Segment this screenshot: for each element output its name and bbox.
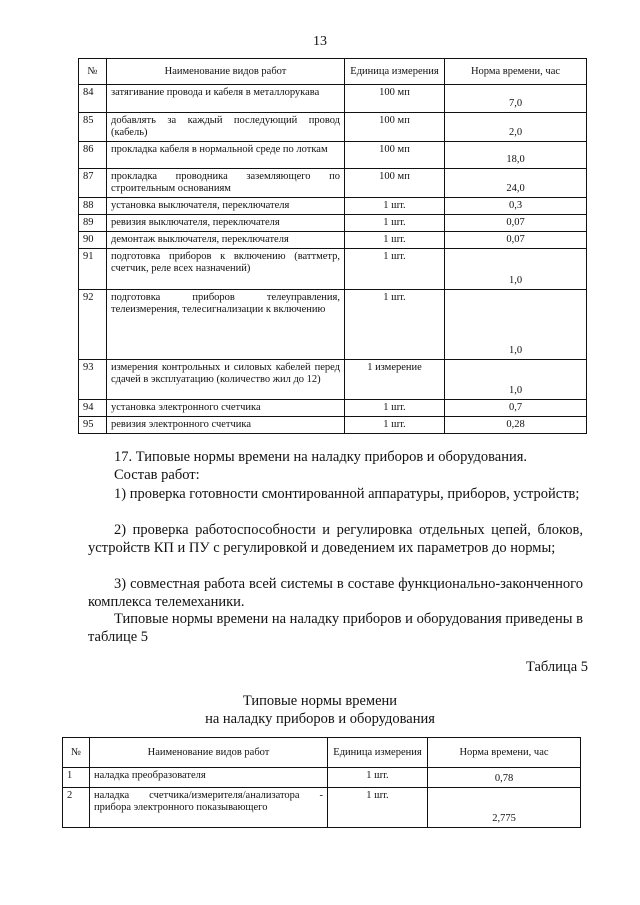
row-unit: 1 шт.: [345, 400, 445, 417]
table-header-row: [63, 738, 581, 768]
row-work-name: прокладка кабеля в нормальной среде по лоткам: [107, 142, 345, 169]
header-unit: Единица измерения: [345, 59, 445, 85]
row-unit: 1 шт.: [345, 232, 445, 249]
row-unit: 1 шт.: [345, 249, 445, 290]
table-row: [79, 360, 587, 400]
row-number: 85: [79, 113, 107, 142]
section-intro: Состав работ:: [114, 467, 200, 483]
work-item-3: 3) совместная работа всей системы в составе функционально-законченного комплекса телемеханики.: [88, 576, 583, 610]
row-number: 2: [63, 788, 90, 828]
table-title-line-1: Типовые нормы времени: [242, 693, 398, 709]
norms-table-top: [78, 58, 587, 434]
row-norm: 0,3: [445, 198, 587, 215]
table-row: [79, 142, 587, 169]
row-work-name: затягивание провода и кабеля в металлорукава: [107, 85, 345, 113]
row-work-name: добавлять за каждый последующий провод (кабель): [107, 113, 345, 142]
table-row: [79, 232, 587, 249]
row-work-name: наладка преобразователя: [90, 768, 328, 788]
row-number: 94: [79, 400, 107, 417]
row-unit: 1 измерение: [345, 360, 445, 400]
header-unit: Единица измерения: [328, 738, 428, 768]
table-row: [79, 215, 587, 232]
table-caption: Таблица 5: [525, 659, 588, 675]
header-num: №: [63, 738, 90, 768]
table-row: [79, 249, 587, 290]
row-norm: 2,0: [445, 113, 587, 142]
row-work-name: демонтаж выключателя, переключателя: [107, 232, 345, 249]
row-unit: 100 мп: [345, 113, 445, 142]
work-item-2: 2) проверка работоспособности и регулировка отдельных цепей, блоков, устройств КП и ПУ с регулировкой и доведением их параметров до нормы;: [88, 522, 583, 556]
table-row: [79, 198, 587, 215]
row-work-name: подготовка приборов к включению (ваттметр, счетчик, реле всех назначений): [107, 249, 345, 290]
table-row: [79, 85, 587, 113]
table-row: [79, 169, 587, 198]
table-row: [63, 768, 581, 788]
row-number: 1: [63, 768, 90, 788]
row-number: 90: [79, 232, 107, 249]
row-unit: 1 шт.: [328, 788, 428, 828]
header-norm: Норма времени, час: [428, 738, 581, 768]
row-number: 89: [79, 215, 107, 232]
row-work-name: измерения контрольных и силовых кабелей перед сдачей в эксплуатацию (количество жил до 12): [107, 360, 345, 400]
table-row: [79, 417, 587, 434]
row-unit: 100 мп: [345, 142, 445, 169]
row-number: 93: [79, 360, 107, 400]
row-work-name: прокладка проводника заземляющего по строительным основаниям: [107, 169, 345, 198]
row-work-name: ревизия выключателя, переключателя: [107, 215, 345, 232]
row-unit: 1 шт.: [345, 215, 445, 232]
row-norm: 0,07: [445, 215, 587, 232]
row-norm: 2,775: [428, 788, 581, 828]
table-title-line-2: на наладку приборов и оборудования: [205, 711, 435, 727]
section-heading: 17. Типовые нормы времени на наладку приборов и оборудования.: [114, 449, 528, 465]
row-norm: 1,0: [445, 249, 587, 290]
row-norm: 18,0: [445, 142, 587, 169]
header-name: Наименование видов работ: [107, 59, 345, 85]
row-unit: 100 мп: [345, 169, 445, 198]
row-number: 91: [79, 249, 107, 290]
header-norm: Норма времени, час: [445, 59, 587, 85]
row-work-name: установка электронного счетчика: [107, 400, 345, 417]
row-work-name: ревизия электронного счетчика: [107, 417, 345, 434]
row-norm: 1,0: [445, 290, 587, 360]
table-row: [79, 400, 587, 417]
row-norm: 1,0: [445, 360, 587, 400]
row-work-name: установка выключателя, переключателя: [107, 198, 345, 215]
table-row: [79, 113, 587, 142]
row-unit: 100 мп: [345, 85, 445, 113]
row-unit: 1 шт.: [328, 768, 428, 788]
row-norm: 0,07: [445, 232, 587, 249]
header-num: №: [79, 59, 107, 85]
row-work-name: подготовка приборов телеуправления, телеизмерения, телесигнализации к включению: [107, 290, 345, 360]
norms-table-bottom: [62, 737, 581, 828]
row-norm: 24,0: [445, 169, 587, 198]
work-item-1: 1) проверка готовности смонтированной аппаратуры, приборов, устройств;: [114, 486, 580, 502]
row-norm: 0,7: [445, 400, 587, 417]
header-name: Наименование видов работ: [90, 738, 328, 768]
row-unit: 1 шт.: [345, 417, 445, 434]
row-unit: 1 шт.: [345, 198, 445, 215]
row-number: 87: [79, 169, 107, 198]
row-number: 86: [79, 142, 107, 169]
table-row: [79, 290, 587, 360]
page-number: 13: [313, 34, 327, 49]
row-norm: 7,0: [445, 85, 587, 113]
table-header-row: [79, 59, 587, 85]
row-number: 92: [79, 290, 107, 360]
row-norm: 0,78: [428, 768, 581, 788]
table-row: [63, 788, 581, 828]
row-norm: 0,28: [445, 417, 587, 434]
row-number: 84: [79, 85, 107, 113]
row-number: 95: [79, 417, 107, 434]
row-number: 88: [79, 198, 107, 215]
row-unit: 1 шт.: [345, 290, 445, 360]
row-work-name: наладка счетчика/измерителя/анализатора - прибора электронного показывающего: [90, 788, 328, 828]
section-closing: Типовые нормы времени на наладку приборов и оборудования приведены в таблице 5: [88, 611, 583, 645]
